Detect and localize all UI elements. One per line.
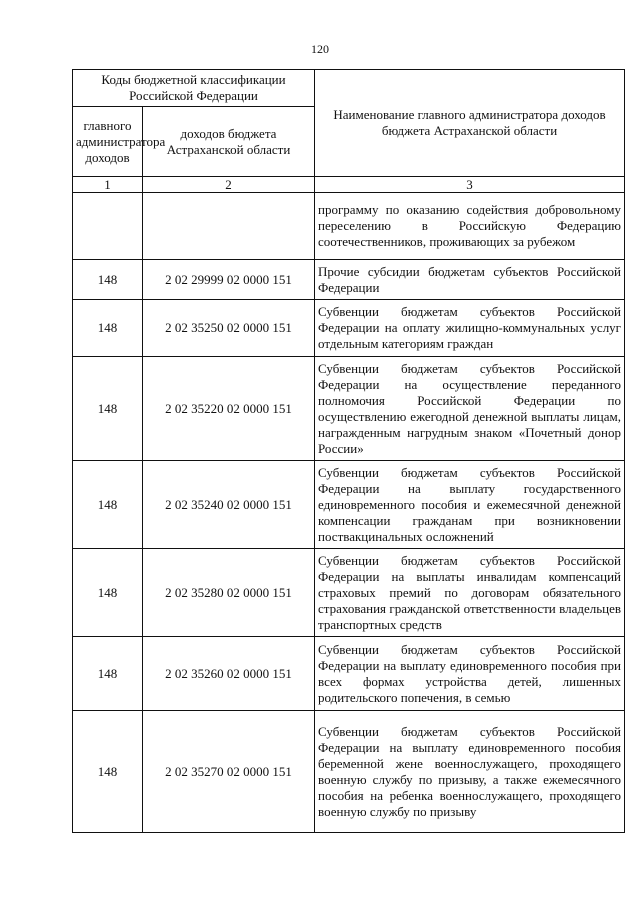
admin-code-cell: 148: [73, 549, 143, 637]
description-cell: Субвенции бюджетам субъектов Российской Федерации на выплаты инвалидам компенсаций страховых премий по договорам обязательного страхования гражданской ответственности владельцев транспортных средств: [315, 549, 625, 637]
budget-classification-table: [72, 69, 625, 833]
description-cell: Субвенции бюджетам субъектов Российской Федерации на осуществление переданного полномочия Российской Федерации по осуществлению ежегодной денежной выплаты лицам, награжденным нагрудным знаком «Почетный донор России»: [315, 357, 625, 461]
income-code-cell: [143, 193, 315, 260]
page-number: 120: [311, 42, 329, 56]
table-row: [73, 461, 625, 549]
admin-code-cell: 148: [73, 711, 143, 833]
admin-code-cell: 148: [73, 357, 143, 461]
admin-code-cell: [73, 193, 143, 260]
admin-code-cell: 148: [73, 300, 143, 357]
administrator-name-header: Наименование главного администратора доходов бюджета Астраханской области: [315, 70, 625, 177]
income-code-cell: 2 02 29999 02 0000 151: [143, 260, 315, 300]
codes-title-header: Коды бюджетной классификации Российской Федерации: [73, 70, 315, 107]
admin-code-cell: 148: [73, 260, 143, 300]
admin-code-cell: 148: [73, 461, 143, 549]
income-code-header: доходов бюджета Астраханской области: [143, 107, 315, 177]
income-code-cell: 2 02 35260 02 0000 151: [143, 637, 315, 711]
income-code-cell: 2 02 35270 02 0000 151: [143, 711, 315, 833]
description-cell: Субвенции бюджетам субъектов Российской Федерации на выплату единовременного пособия беременной жене военнослужащего, проходящего военную службу по призыву, а также ежемесячного пособия на ребенка военнослужащего, проходящего военную службу по призыву: [315, 711, 625, 833]
table-row: [73, 300, 625, 357]
income-code-cell: 2 02 35220 02 0000 151: [143, 357, 315, 461]
table-header-row: [73, 70, 625, 107]
description-cell: программу по оказанию содействия добровольному переселению в Российскую Федерацию соотечественников, проживающих за рубежом: [315, 193, 625, 260]
table-row: [73, 637, 625, 711]
column-number: 3: [315, 177, 625, 193]
table-row: [73, 711, 625, 833]
income-code-cell: 2 02 35240 02 0000 151: [143, 461, 315, 549]
table-row: [73, 549, 625, 637]
description-cell: Субвенции бюджетам субъектов Российской Федерации на выплату государственного единовременного пособия и ежемесячной денежной компенсации гражданам при возникновении поствакцинальных осложнений: [315, 461, 625, 549]
table-row: [73, 260, 625, 300]
table-row: [73, 357, 625, 461]
admin-code-header: главного администратора доходов: [73, 107, 143, 177]
description-cell: Прочие субсидии бюджетам субъектов Российской Федерации: [315, 260, 625, 300]
admin-code-cell: 148: [73, 637, 143, 711]
column-number-row: [73, 177, 625, 193]
table-row: [73, 193, 625, 260]
description-cell: Субвенции бюджетам субъектов Российской Федерации на оплату жилищно-коммунальных услуг отдельным категориям граждан: [315, 300, 625, 357]
description-cell: Субвенции бюджетам субъектов Российской Федерации на выплату единовременного пособия при всех формах устройства детей, лишенных родительского попечения, в семью: [315, 637, 625, 711]
column-number: 1: [73, 177, 143, 193]
income-code-cell: 2 02 35280 02 0000 151: [143, 549, 315, 637]
income-code-cell: 2 02 35250 02 0000 151: [143, 300, 315, 357]
column-number: 2: [143, 177, 315, 193]
